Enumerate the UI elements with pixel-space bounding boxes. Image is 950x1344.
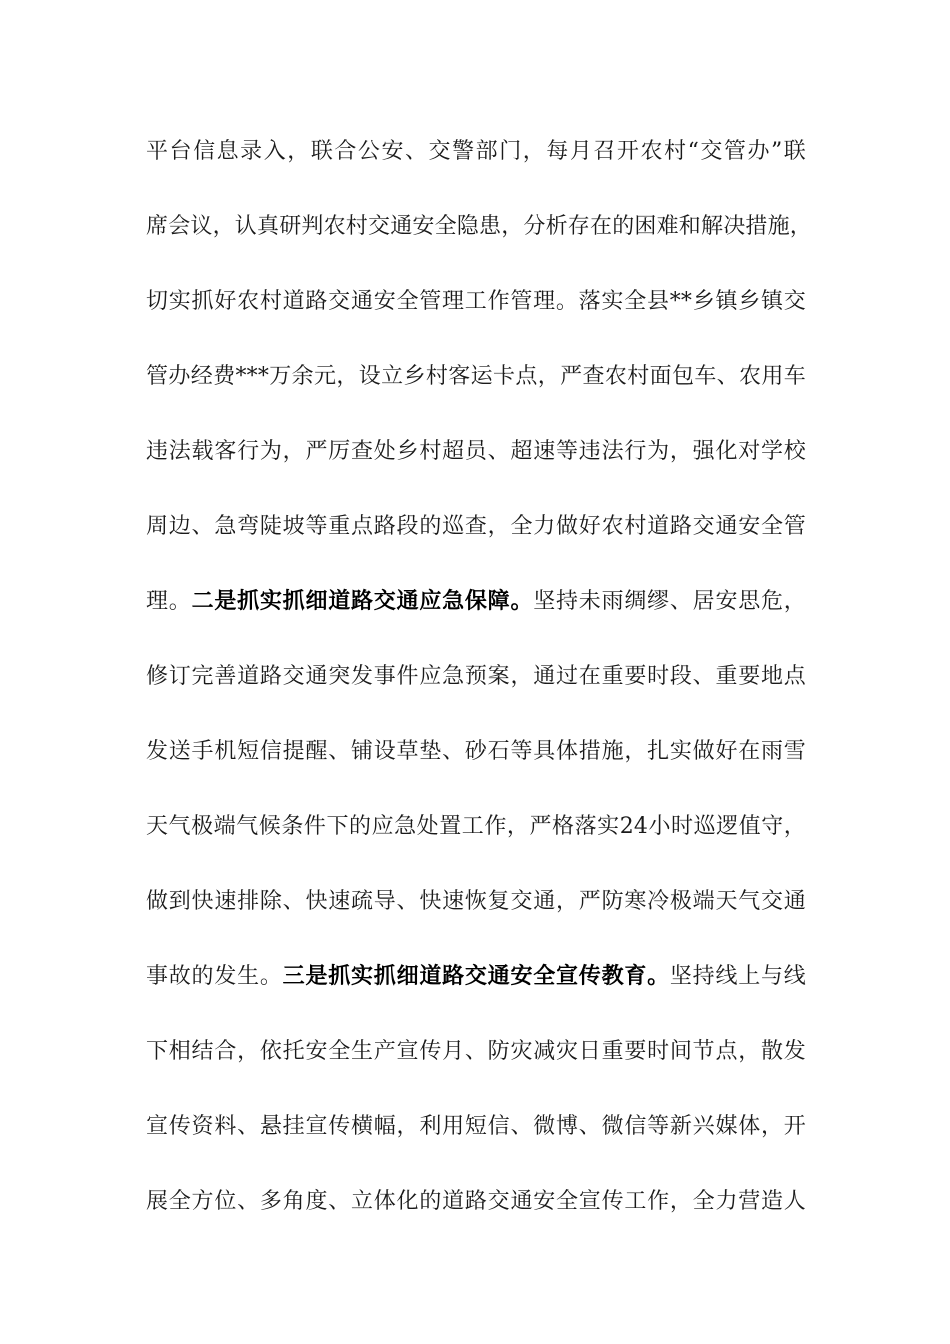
body-text-line: 席会议，认真研判农村交通安全隐患，分析存在的困难和解决措施，: [146, 214, 813, 239]
body-text-line: 修订完善道路交通突发事件应急预案，通过在重要时段、重要地点: [146, 664, 806, 689]
body-text-segment: 坚持未雨绸缪、居安思危，: [533, 589, 806, 614]
body-text-line: 下相结合，依托安全生产宣传月、防灾减灾日重要时间节点，散发: [146, 1039, 806, 1064]
body-text-segment: 事故的发生。: [146, 964, 283, 989]
body-text-line: 天气极端气候条件下的应急处置工作，严格落实24小时巡逻值守，: [146, 814, 806, 839]
body-text-line: 宣传资料、悬挂宣传横幅，利用短信、微博、微信等新兴媒体，开: [146, 1114, 806, 1139]
body-text-line: 管办经费***万余元，设立乡村客运卡点，严查农村面包车、农用车: [146, 364, 806, 389]
body-text-line-with-heading: [146, 582, 806, 622]
body-text-line: 做到快速排除、快速疏导、快速恢复交通，严防寒冷极端天气交通: [146, 889, 806, 914]
body-text-segment: 坚持线上与线: [669, 964, 806, 989]
body-text-line-with-heading: [146, 957, 806, 997]
body-text-line: 平台信息录入，联合公安、交警部门，每月召开农村“交管办”联: [146, 139, 806, 164]
body-text-line: 周边、急弯陡坡等重点路段的巡查，全力做好农村道路交通安全管: [146, 514, 806, 539]
body-text-line: 发送手机短信提醒、铺设草垫、砂石等具体措施，扎实做好在雨雪: [146, 739, 806, 764]
body-text-line: 切实抓好农村道路交通安全管理工作管理。落实全县**乡镇乡镇交: [146, 289, 806, 314]
bold-subheading: 二是抓实抓细道路交通应急保障。: [191, 589, 534, 614]
body-text-segment: 理。: [146, 589, 192, 614]
body-text-line: 展全方位、多角度、立体化的道路交通安全宣传工作，全力营造人: [146, 1189, 806, 1214]
body-text-line: 违法载客行为，严厉查处乡村超员、超速等违法行为，强化对学校: [146, 439, 806, 464]
bold-subheading: 三是抓实抓细道路交通安全宣传教育。: [282, 964, 670, 989]
